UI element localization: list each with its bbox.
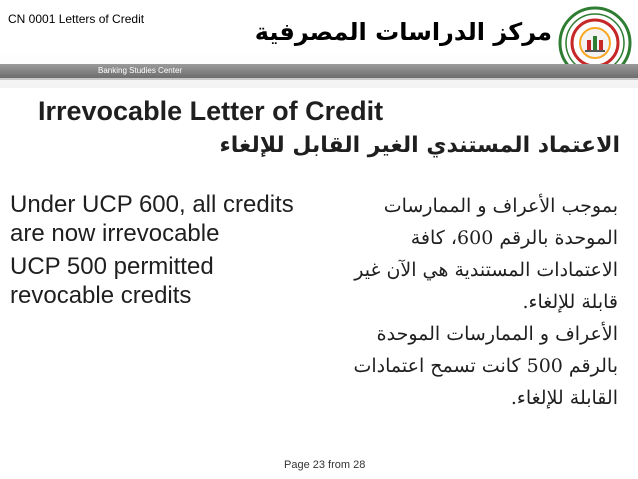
english-bullets (10, 190, 300, 314)
slide-header (0, 0, 638, 88)
arabic-line: الأعراف و الممارسات الموحدة (376, 323, 618, 345)
course-code-label: CN 0001 Letters of Credit (8, 12, 145, 26)
band-label: Banking Studies Center (98, 66, 183, 75)
arabic-line: الاعتمادات المستندية هي الآن غير (354, 259, 618, 281)
arabic-line: القابلة للإلغاء. (510, 387, 618, 409)
arabic-text-block (318, 190, 618, 414)
center-name-arabic: مركز الدراسات المصرفية (254, 18, 552, 46)
arabic-line: بموجب الأعراف و الممارسات (383, 195, 618, 217)
english-point: UCP 500 permitted revocable credits (10, 253, 214, 309)
arabic-line: قابلة للإلغاء. (522, 291, 618, 313)
english-point: Under UCP 600, all credits are now irrevocable (10, 191, 294, 247)
slide-title-english: Irrevocable Letter of Credit (38, 96, 384, 126)
slide-title-arabic: الاعتماد المستندي الغير القابل للإلغاء (219, 133, 620, 158)
header-divider (0, 78, 638, 80)
arabic-line: بالرقم 500 كانت تسمح اعتمادات (353, 355, 618, 377)
page-number: Page 23 from 28 (284, 459, 366, 471)
header-band (0, 64, 638, 78)
arabic-line: الموحدة بالرقم 600، كافة (410, 227, 618, 249)
